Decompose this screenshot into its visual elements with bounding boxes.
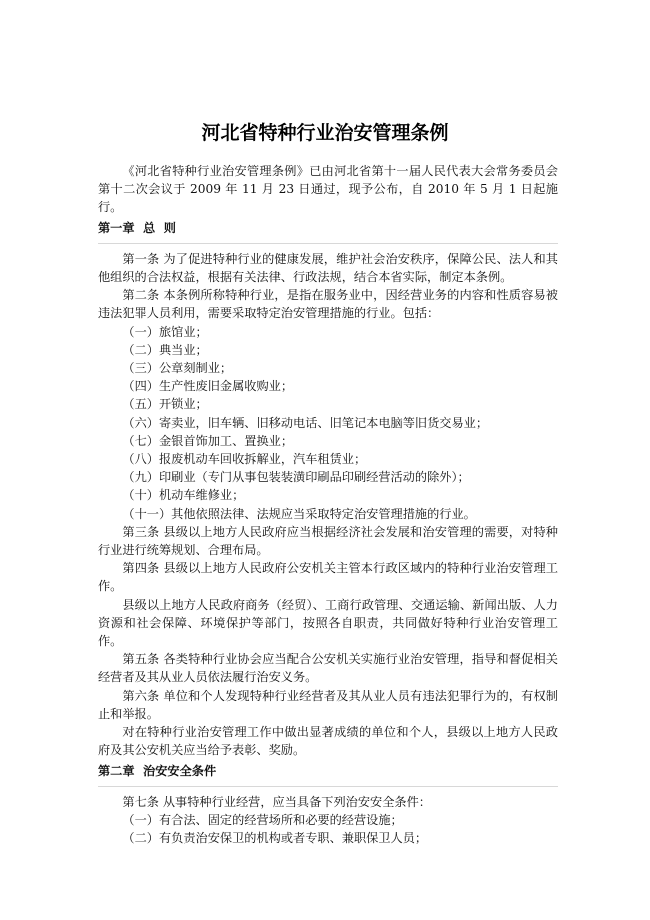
chapter-1-heading [98,219,558,244]
article-4-paragraph-2: 县级以上地方人民政府商务（经贸）、工商行政管理、交通运输、新闻出版、人力资源和社会保障、环境保护等部门，按照各自职责，共同做好特种行业治安管理工作。 [98,597,558,649]
article-2-item-3: （三）公章刻制业； [122,361,233,376]
article-7-item-1: （一）有合法、固定的经营场所和必要的经营设施； [122,812,403,827]
document-title: 河北省特种行业治安管理条例 [201,122,449,144]
article-2-item-5: （五）开锁业； [122,397,208,412]
chapter-2-heading-text: 第二章 治安安全条件 [98,763,217,778]
chapter-1-heading-text: 第一章 总 则 [98,220,176,235]
article-4: 第四条 县级以上地方人民政府公安机关主管本行政区域内的特种行业治安管理工作。 [98,561,558,594]
document-body [98,162,558,847]
article-7-item-2: （二）有负责治安保卫的机构或者专职、兼职保卫人员； [122,831,428,846]
article-5: 第五条 各类特种行业协会应当配合公安机关实施行业治安管理，指导和督促相关经营者及其从业人员依法履行治安义务。 [98,652,558,685]
article-1: 第一条 为了促进特种行业的健康发展，维护社会治安秩序，保障公民、法人和其他组织的合法权益，根据有关法律、行政法规，结合本省实际，制定本条例。 [98,251,558,285]
intro-paragraph: 《河北省特种行业治安管理条例》已由河北省第十一届人民代表大会常务委员会第十二次会议于 2009 年 11 月 23 日通过，现予公布，自 2010 年 5 月 1 日起施行。 [98,164,558,215]
article-2-item-4: （四）生产性废旧金属收购业； [122,379,294,394]
article-2-item-7: （七）金银首饰加工、置换业； [122,433,294,448]
article-2-item-11: （十一）其他依照法律、法规应当采取特定治安管理措施的行业。 [122,506,476,521]
article-2: 第二条 本条例所称特种行业，是指在服务业中，因经营业务的内容和性质容易被违法犯罪人员利用，需要采取特定治安管理措施的行业。包括： [98,288,558,321]
article-7: 第七条 从事特种行业经营，应当具备下列治安安全条件： [122,794,431,809]
article-2-item-6: （六）寄卖业，旧车辆、旧移动电话、旧笔记本电脑等旧货交易业； [122,415,489,430]
article-2-item-10: （十）机动车维修业； [122,488,245,503]
article-6-paragraph-2: 对在特种行业治安管理工作中做出显著成绩的单位和个人，县级以上地方人民政府及其公安机关应当给予表彰、奖励。 [98,725,558,758]
article-2-item-8: （八）报废机动车回收拆解业，汽车租赁业； [122,452,367,467]
chapter-2-heading [98,762,558,787]
article-3: 第三条 县级以上地方人民政府应当根据经济社会发展和治安管理的需要，对特种行业进行统筹规划、合理布局。 [98,524,558,558]
article-2-item-9: （九）印刷业（专门从事包装装潢印刷品印刷经营活动的除外）； [122,470,470,485]
article-6: 第六条 单位和个人发现特种行业经营者及其从业人员有违法犯罪行为的，有权制止和举报。 [98,688,558,721]
article-2-item-1: （一）旅馆业； [122,324,208,339]
article-2-item-2: （二）典当业； [122,342,208,357]
